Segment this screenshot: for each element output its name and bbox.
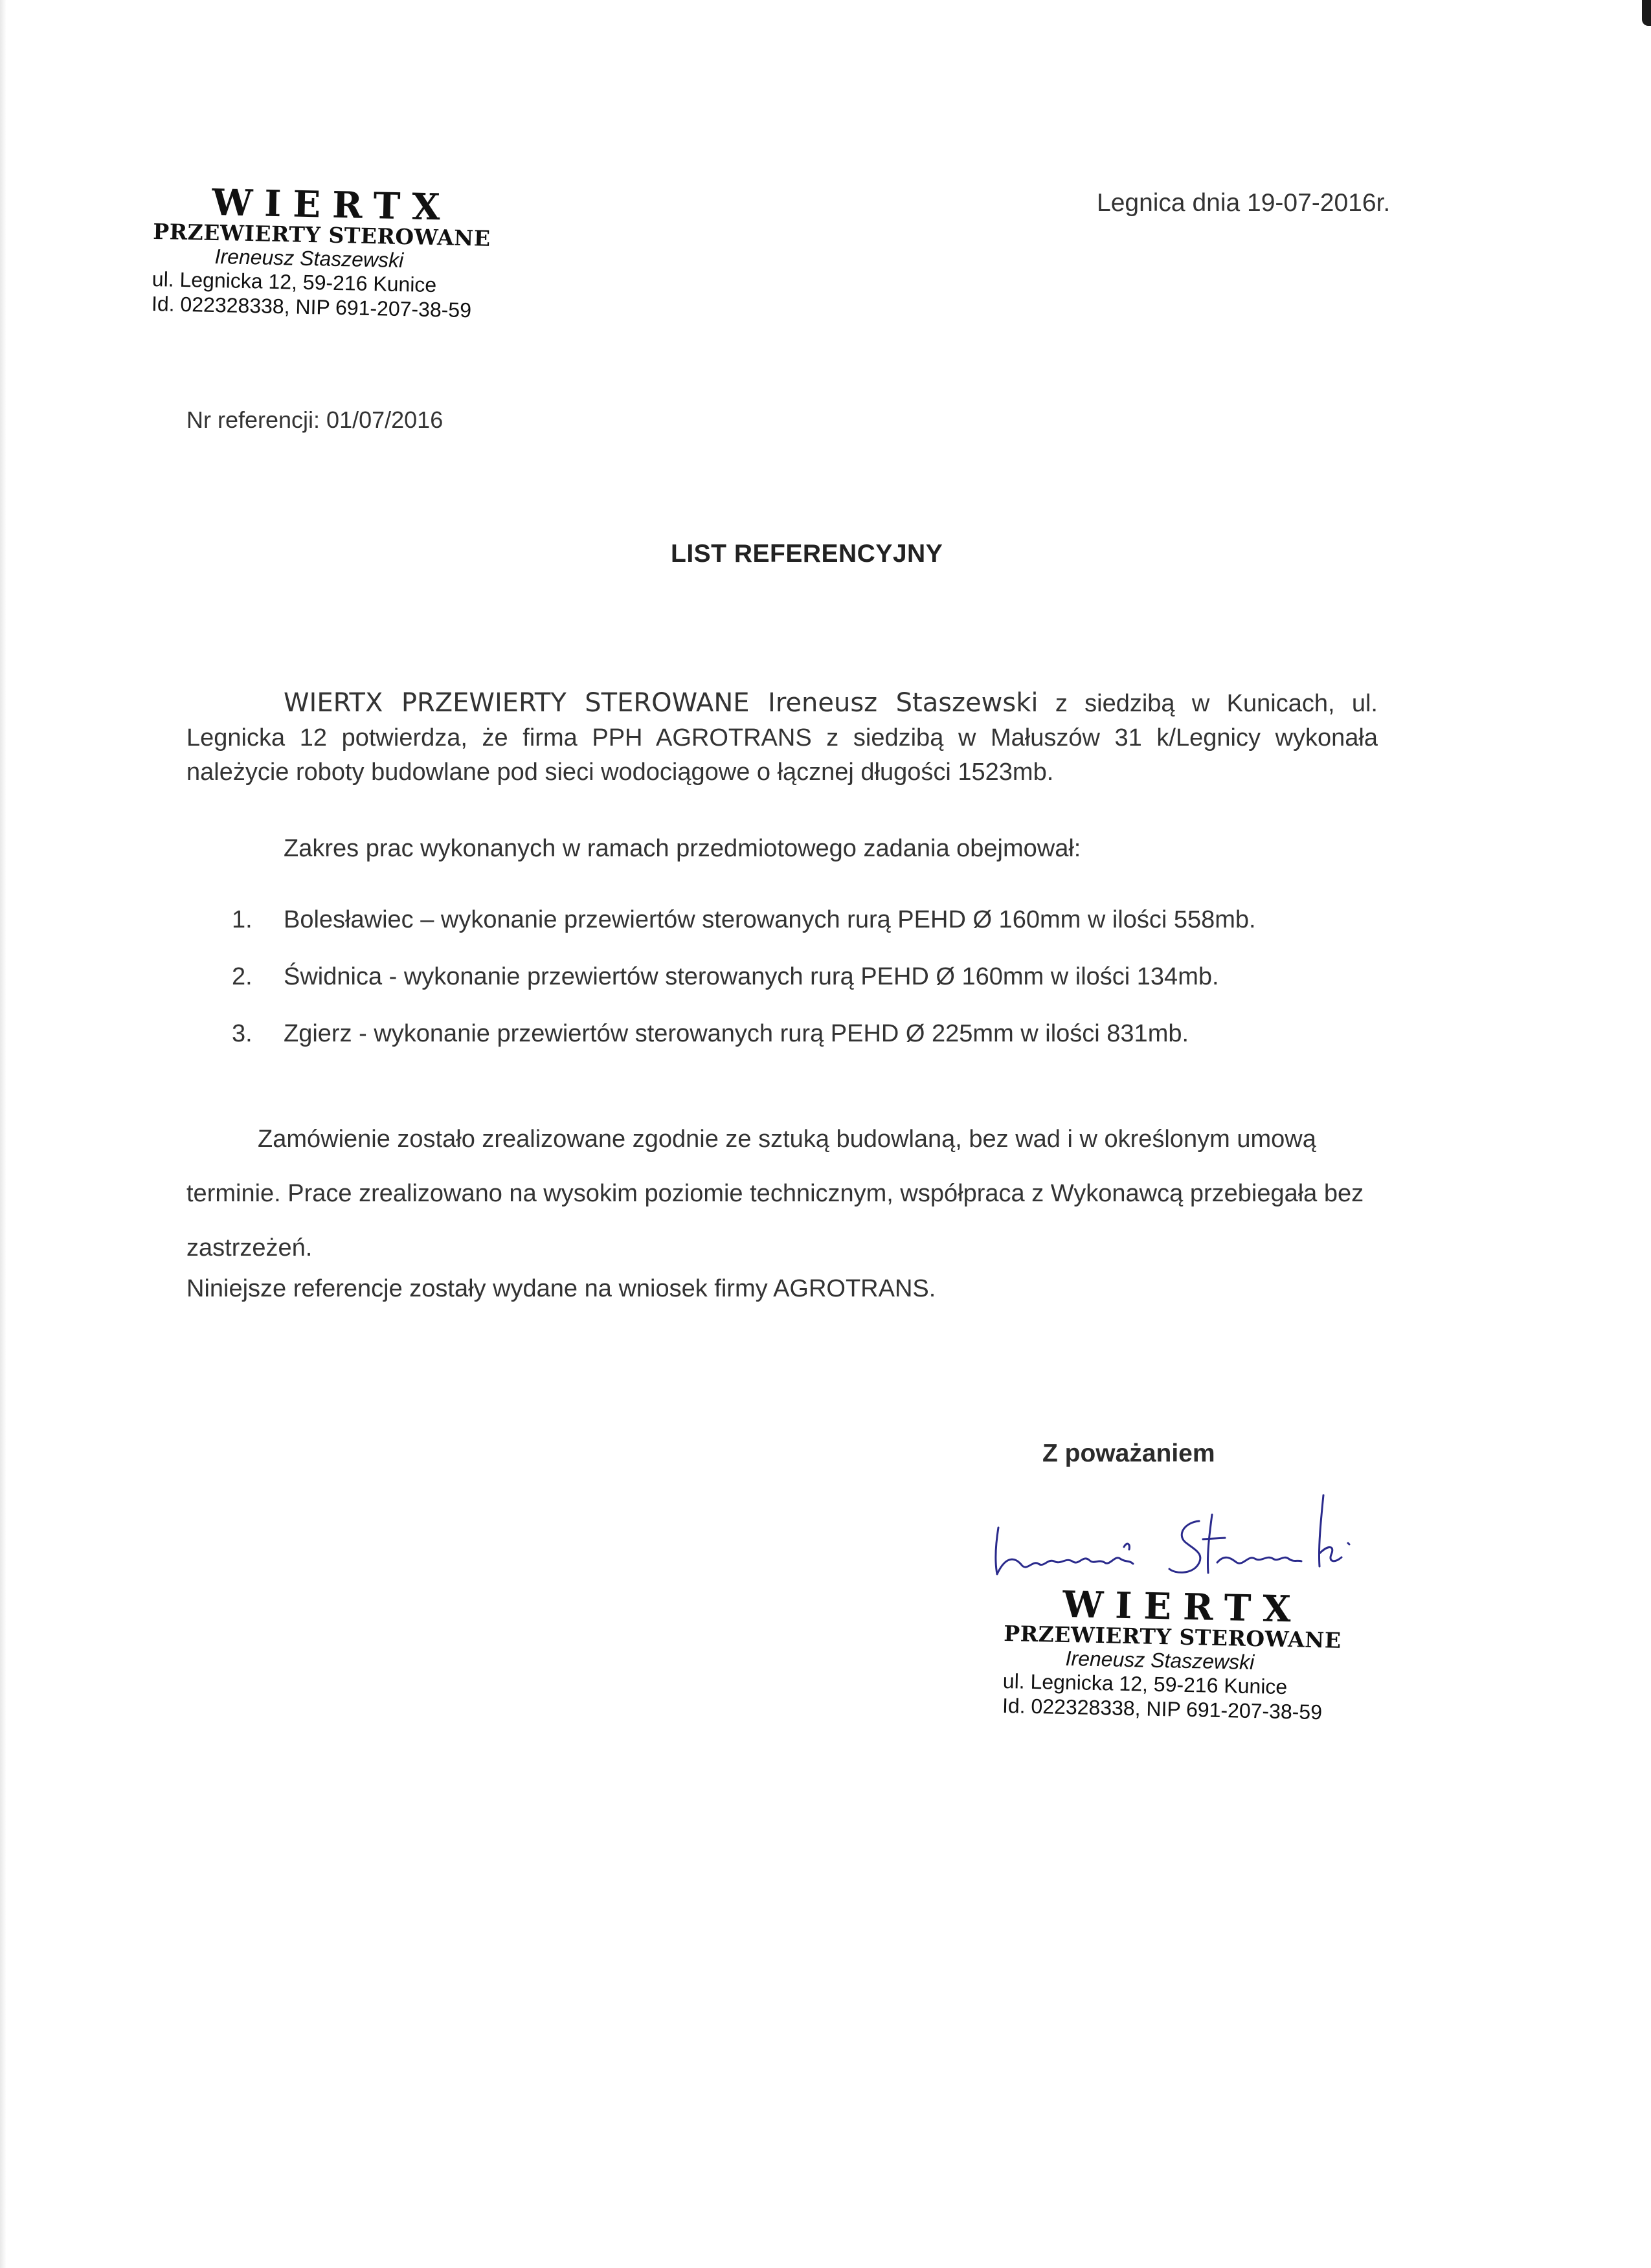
stamp-company-name: WIERTX (211, 181, 453, 229)
letter-date: Legnica dnia 19-07-2016r. (1097, 189, 1391, 217)
stamp-owner-name: Ireneusz Staszewski (1065, 1646, 1255, 1674)
scan-corner-mark (1642, 0, 1651, 26)
paragraph-issued-for: Niniejsze referencje zostały wydane na wniosek firmy AGROTRANS. (186, 1275, 936, 1302)
list-item (232, 906, 1397, 963)
stamp-address: ul. Legnicka 12, 59-216 Kunice (1002, 1669, 1288, 1699)
list-item-text: Świdnica - wykonanie przewiertów sterowanych rurą PEHD Ø 160mm w ilości 134mb. (284, 963, 1219, 990)
list-item-text: Bolesławiec – wykonanie przewiertów sterowanych rurą PEHD Ø 160mm w ilości 558mb. (284, 906, 1256, 933)
stamp-ids: Id. 022328338, NIP 691-207-38-59 (151, 291, 472, 322)
stamp-company-name: WIERTX (1062, 1583, 1303, 1631)
list-item-text: Zgierz - wykonanie przewiertów sterowanych rurą PEHD Ø 225mm w ilości 831mb. (284, 1020, 1189, 1047)
paragraph-confirmation-text: z siedzibą w Kunicach, ul. Legnicka 12 potwierdza, że firma PPH AGROTRANS z siedzibą w Małuszów 31 k/Legnicy wykonała należycie roboty budowlane pod sieci wodociągowe o łącznej długości 1523mb. (186, 690, 1378, 786)
scan-edge-shade (0, 0, 6, 2268)
list-item-number: 2. (232, 963, 253, 990)
closing-phrase: Z poważaniem (1042, 1440, 1215, 1467)
letter-title: LIST REFERENCYJNY (671, 540, 943, 568)
paragraph-confirmation (186, 686, 1378, 790)
paragraph-quality (186, 1112, 1378, 1275)
works-list (232, 906, 1397, 1077)
company-stamp-bottom (1002, 1584, 1367, 1726)
stamp-ids: Id. 022328338, NIP 691-207-38-59 (1002, 1693, 1323, 1724)
paragraph-scope: Zakres prac wykonanych w ramach przedmiotowego zadania obejmował: (284, 835, 1081, 862)
stamp-owner-name: Ireneusz Staszewski (214, 244, 404, 272)
stamp-address: ul. Legnicka 12, 59-216 Kunice (152, 267, 437, 297)
list-item (232, 963, 1397, 1020)
paragraph-company-lead: WIERTX PRZEWIERTY STEROWANE Ireneusz Staszewski (284, 688, 1039, 718)
reference-number: Nr referencji: 01/07/2016 (186, 406, 444, 433)
paragraph-quality-text: Zamówienie zostało zrealizowane zgodnie ze sztuką budowlaną, bez wad i w określonym umową terminie. Prace zrealizowano na wysokim poziomie technicznym, współpraca z Wykonawcą przebiegała bez zastrzeżeń. (186, 1126, 1364, 1262)
stamp-company-subtitle: PRZEWIERTY STEROWANE (153, 218, 491, 251)
list-item-number: 3. (232, 1020, 253, 1047)
list-item-number: 1. (232, 906, 253, 933)
list-item (232, 1020, 1397, 1077)
stamp-company-subtitle: PRZEWIERTY STEROWANE (1004, 1620, 1342, 1653)
handwritten-signature (971, 1482, 1373, 1586)
company-stamp-top (152, 183, 517, 324)
